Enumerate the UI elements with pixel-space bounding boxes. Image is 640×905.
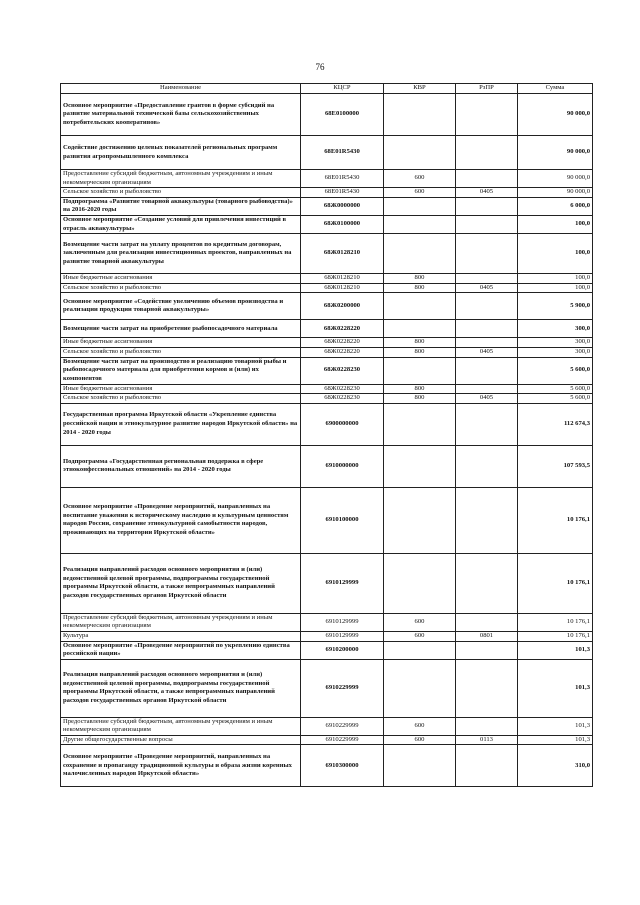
- row-kvr-cell: [384, 197, 456, 215]
- row-sum-cell: 300,0: [518, 347, 593, 357]
- row-rzpr-cell: [456, 659, 518, 717]
- header-rzpr: РзПР: [456, 84, 518, 94]
- header-sum: Сумма: [518, 84, 593, 94]
- row-kvr-cell: 800: [384, 384, 456, 394]
- row-kcsr-cell: 68Е01R5430: [301, 170, 384, 188]
- row-kcsr-cell: 68Ж0128210: [301, 274, 384, 284]
- row-name-cell: Содействие достижению целевых показателей региональных программ развития агропромышленного комплекса: [61, 136, 301, 170]
- row-sum-cell: 5 600,0: [518, 357, 593, 384]
- table-row: [61, 188, 593, 198]
- table-row: [61, 553, 593, 613]
- row-kcsr-cell: 6910129999: [301, 631, 384, 641]
- row-sum-cell: 100,0: [518, 283, 593, 293]
- row-name-cell: Основное мероприятие «Проведение мероприятий по укреплению единства российской нации»: [61, 641, 301, 659]
- row-name-cell: Культура: [61, 631, 301, 641]
- row-name-cell: Иные бюджетные ассигнования: [61, 274, 301, 284]
- row-name-cell: Сельское хозяйство и рыболовство: [61, 283, 301, 293]
- row-rzpr-cell: [456, 613, 518, 631]
- header-kvr: КВР: [384, 84, 456, 94]
- table-row: [61, 717, 593, 735]
- table-row: [61, 631, 593, 641]
- row-name-cell: Предоставление субсидий бюджетным, автономным учреждениям и иным некоммерческим организациям: [61, 717, 301, 735]
- header-name: Наименование: [61, 84, 301, 94]
- row-kvr-cell: [384, 136, 456, 170]
- row-rzpr-cell: [456, 94, 518, 136]
- row-kcsr-cell: 68Ж0200000: [301, 293, 384, 320]
- row-name-cell: Подпрограмма «Развитие товарной аквакультуры (товарного рыбоводства)» на 2016-2020 годы: [61, 197, 301, 215]
- table-row: [61, 445, 593, 487]
- row-kcsr-cell: 68Ж0228230: [301, 357, 384, 384]
- row-name-cell: Возмещение части затрат на приобретение рыбопосадочного материала: [61, 320, 301, 338]
- row-rzpr-cell: [456, 320, 518, 338]
- row-rzpr-cell: [456, 274, 518, 284]
- row-kvr-cell: [384, 94, 456, 136]
- row-kcsr-cell: 68Ж0100000: [301, 215, 384, 233]
- row-name-cell: Другие общегосударственные вопросы: [61, 735, 301, 745]
- row-kcsr-cell: 68Ж0128210: [301, 283, 384, 293]
- row-kcsr-cell: 6910100000: [301, 487, 384, 553]
- row-kvr-cell: 800: [384, 394, 456, 404]
- table-row: [61, 94, 593, 136]
- row-rzpr-cell: [456, 197, 518, 215]
- row-name-cell: Возмещение части затрат на уплату процентов по кредитным договорам, заключенным для реализации инвестиционных проектов, направленных на развитие товарной аквакультуры: [61, 234, 301, 274]
- row-rzpr-cell: 0405: [456, 347, 518, 357]
- table-header: [61, 84, 593, 94]
- table-row: [61, 641, 593, 659]
- row-rzpr-cell: [456, 215, 518, 233]
- row-name-cell: Основное мероприятие «Проведение мероприятий, направленных на сохранение и пропаганду традиционной культуры и образа жизни коренных малочисленных народов Иркутской области»: [61, 745, 301, 787]
- table-row: [61, 274, 593, 284]
- row-kcsr-cell: 68Ж0228220: [301, 338, 384, 348]
- row-kvr-cell: [384, 357, 456, 384]
- row-kvr-cell: [384, 293, 456, 320]
- row-name-cell: Сельское хозяйство и рыболовство: [61, 347, 301, 357]
- row-kcsr-cell: 68Е01R5430: [301, 188, 384, 198]
- row-kcsr-cell: 68Ж0228230: [301, 384, 384, 394]
- row-kvr-cell: 600: [384, 170, 456, 188]
- row-kcsr-cell: 6910229999: [301, 735, 384, 745]
- row-rzpr-cell: [456, 234, 518, 274]
- row-sum-cell: 10 176,1: [518, 487, 593, 553]
- row-sum-cell: 101,3: [518, 735, 593, 745]
- row-sum-cell: 101,3: [518, 641, 593, 659]
- row-sum-cell: 90 000,0: [518, 94, 593, 136]
- row-kcsr-cell: 6910129999: [301, 613, 384, 631]
- row-name-cell: Реализация направлений расходов основного мероприятия и (или) ведомственной целевой программы, подпрограммы государственной программы Иркутской области, а также непрограммных направлений расходов государственных органов Иркутской области: [61, 659, 301, 717]
- row-rzpr-cell: 0405: [456, 283, 518, 293]
- row-kcsr-cell: 68Ж0228220: [301, 320, 384, 338]
- row-sum-cell: 101,3: [518, 717, 593, 735]
- row-kvr-cell: [384, 487, 456, 553]
- table-row: [61, 384, 593, 394]
- row-kcsr-cell: 6910129999: [301, 553, 384, 613]
- table-row: [61, 215, 593, 233]
- row-sum-cell: 6 000,0: [518, 197, 593, 215]
- row-kvr-cell: 800: [384, 338, 456, 348]
- row-kvr-cell: 800: [384, 274, 456, 284]
- row-sum-cell: 310,0: [518, 745, 593, 787]
- table-row: [61, 197, 593, 215]
- row-rzpr-cell: [456, 357, 518, 384]
- row-sum-cell: 100,0: [518, 234, 593, 274]
- row-kcsr-cell: 6910000000: [301, 445, 384, 487]
- row-rzpr-cell: [456, 136, 518, 170]
- row-rzpr-cell: [456, 403, 518, 445]
- budget-table: [60, 83, 593, 787]
- row-sum-cell: 90 000,0: [518, 188, 593, 198]
- row-rzpr-cell: [456, 445, 518, 487]
- row-name-cell: Предоставление субсидий бюджетным, автономным учреждениям и иным некоммерческим организациям: [61, 613, 301, 631]
- row-name-cell: Реализация направлений расходов основного мероприятия и (или) ведомственной целевой программы, подпрограммы государственной программы Иркутской области, а также непрограммных направлений расходов государственных органов Иркутской области: [61, 553, 301, 613]
- row-kcsr-cell: 6910229999: [301, 717, 384, 735]
- row-kvr-cell: 600: [384, 188, 456, 198]
- table-row: [61, 659, 593, 717]
- row-name-cell: Иные бюджетные ассигнования: [61, 338, 301, 348]
- row-sum-cell: 5 600,0: [518, 394, 593, 404]
- table-row: [61, 357, 593, 384]
- row-sum-cell: 5 900,0: [518, 293, 593, 320]
- row-rzpr-cell: [456, 170, 518, 188]
- row-sum-cell: 107 593,5: [518, 445, 593, 487]
- row-kcsr-cell: 68Ж0000000: [301, 197, 384, 215]
- row-sum-cell: 10 176,1: [518, 553, 593, 613]
- row-kcsr-cell: 68Ж0128210: [301, 234, 384, 274]
- row-kcsr-cell: 68Ж0228220: [301, 347, 384, 357]
- row-rzpr-cell: [456, 487, 518, 553]
- row-sum-cell: 100,0: [518, 274, 593, 284]
- row-kvr-cell: [384, 234, 456, 274]
- table-row: [61, 613, 593, 631]
- row-kvr-cell: 800: [384, 283, 456, 293]
- row-kcsr-cell: 68Е0100000: [301, 94, 384, 136]
- row-kcsr-cell: 6900000000: [301, 403, 384, 445]
- row-kvr-cell: [384, 745, 456, 787]
- row-sum-cell: 90 000,0: [518, 136, 593, 170]
- header-kcsr: КЦСР: [301, 84, 384, 94]
- row-kvr-cell: [384, 553, 456, 613]
- row-name-cell: Сельское хозяйство и рыболовство: [61, 188, 301, 198]
- row-name-cell: Возмещение части затрат на производство и реализацию товарной рыбы и рыбопосадочного материала для приобретения кормов и (или) их компонентов: [61, 357, 301, 384]
- table-row: [61, 338, 593, 348]
- row-kcsr-cell: 6910200000: [301, 641, 384, 659]
- row-kcsr-cell: 6910300000: [301, 745, 384, 787]
- table-row: [61, 136, 593, 170]
- row-sum-cell: 112 674,3: [518, 403, 593, 445]
- table-row: [61, 283, 593, 293]
- row-rzpr-cell: [456, 553, 518, 613]
- row-name-cell: Основное мероприятие «Предоставление грантов в форме субсидий на развитие материальной технической базы сельскохозяйственных потребительских кооперативов»: [61, 94, 301, 136]
- row-rzpr-cell: 0801: [456, 631, 518, 641]
- row-rzpr-cell: 0405: [456, 394, 518, 404]
- row-kvr-cell: [384, 445, 456, 487]
- row-kvr-cell: [384, 215, 456, 233]
- table-row: [61, 293, 593, 320]
- row-sum-cell: 100,0: [518, 215, 593, 233]
- row-rzpr-cell: [456, 338, 518, 348]
- row-name-cell: Сельское хозяйство и рыболовство: [61, 394, 301, 404]
- table-row: [61, 347, 593, 357]
- page-number: 76: [315, 62, 325, 72]
- row-rzpr-cell: 0113: [456, 735, 518, 745]
- row-name-cell: Предоставление субсидий бюджетным, автономным учреждениям и иным некоммерческим организациям: [61, 170, 301, 188]
- row-kcsr-cell: 68Ж0228230: [301, 394, 384, 404]
- table-row: [61, 735, 593, 745]
- row-kvr-cell: [384, 320, 456, 338]
- row-kvr-cell: [384, 641, 456, 659]
- row-sum-cell: 5 600,0: [518, 384, 593, 394]
- row-rzpr-cell: [456, 745, 518, 787]
- row-name-cell: Государственная программа Иркутской области «Укрепление единства российской нации и этнокультурное развитие народов Иркутской области» на 2014 - 2020 годы: [61, 403, 301, 445]
- row-rzpr-cell: [456, 717, 518, 735]
- table-row: [61, 745, 593, 787]
- row-kvr-cell: [384, 403, 456, 445]
- row-rzpr-cell: [456, 293, 518, 320]
- row-kvr-cell: 800: [384, 347, 456, 357]
- row-sum-cell: 300,0: [518, 338, 593, 348]
- table-row: [61, 394, 593, 404]
- row-rzpr-cell: [456, 641, 518, 659]
- table-row: [61, 487, 593, 553]
- table-row: [61, 234, 593, 274]
- row-kcsr-cell: 6910229999: [301, 659, 384, 717]
- table-row: [61, 170, 593, 188]
- row-sum-cell: 10 176,1: [518, 613, 593, 631]
- row-sum-cell: 300,0: [518, 320, 593, 338]
- row-rzpr-cell: 0405: [456, 188, 518, 198]
- row-name-cell: Подпрограмма «Государственная региональная поддержка в сфере этноконфессиональных отношений» на 2014 - 2020 годы: [61, 445, 301, 487]
- row-kcsr-cell: 68Е01R5430: [301, 136, 384, 170]
- row-name-cell: Основное мероприятие «Создание условий для привлечения инвестиций в отрасль аквакультуры»: [61, 215, 301, 233]
- row-rzpr-cell: [456, 384, 518, 394]
- row-kvr-cell: 600: [384, 717, 456, 735]
- row-kvr-cell: 600: [384, 735, 456, 745]
- row-kvr-cell: [384, 659, 456, 717]
- row-sum-cell: 10 176,1: [518, 631, 593, 641]
- row-sum-cell: 90 000,0: [518, 170, 593, 188]
- table-row: [61, 403, 593, 445]
- row-kvr-cell: 600: [384, 631, 456, 641]
- row-name-cell: Иные бюджетные ассигнования: [61, 384, 301, 394]
- row-name-cell: Основное мероприятие «Содействие увеличению объемов производства и реализации продукции товарной аквакультуры»: [61, 293, 301, 320]
- row-sum-cell: 101,3: [518, 659, 593, 717]
- table-row: [61, 320, 593, 338]
- row-kvr-cell: 600: [384, 613, 456, 631]
- row-name-cell: Основное мероприятие «Проведение мероприятий, направленных на воспитание уважения к историческому наследию и культурным ценностям народов России, сохранение этнокультурной самобытности народов, проживающих на территории Иркутской области»: [61, 487, 301, 553]
